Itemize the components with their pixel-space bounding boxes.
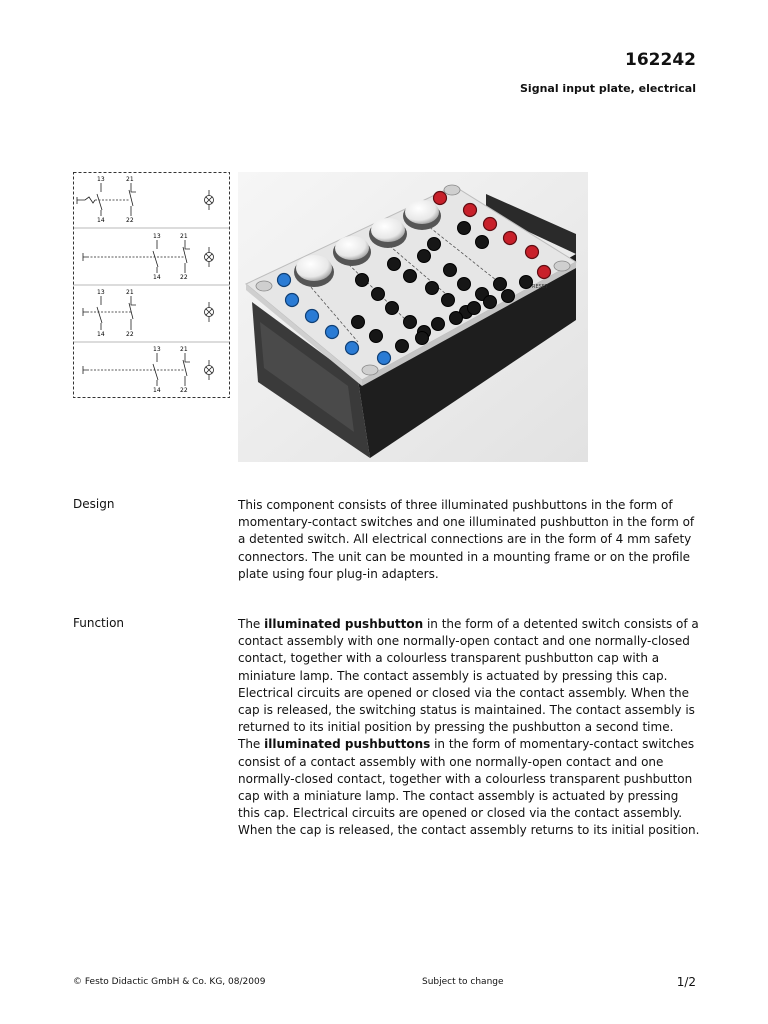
svg-text:RESET: RESET [532,284,549,290]
terminal-label: 13 [97,289,105,296]
terminal-label: 13 [153,233,161,240]
text-run: in the form of momentary-contact switches consist of a contact assembly with one normally-open contact and one normally-closed contact, together with a colourless transparent pushbutton cap with a miniature lamp. The contact assembly is actuated by pressing this cap. Electrical circuits are opened or closed via the contact assembly. When the cap is released, the contact assembly returns to its initial position. [238,737,700,838]
text-run: in the form of a detented switch consists of a contact assembly with one normally-open contact and one normally-closed contact, together with a colourless transparent pushbutton cap with a miniature lamp. The contact assembly is actuated by pressing this cap. Electrical circuits are opened or closed via the contact assembly. When the cap is released, the switching status is maintained. The contact assembly is returned to its initial position by pressing the pushbutton a second time. [238,617,699,735]
terminal-label: 21 [180,346,188,353]
page-title: Signal input plate, electrical [520,82,696,95]
terminal-label: 14 [153,274,161,281]
terminal-label: 21 [126,289,134,296]
circuit-row-4 [83,346,214,394]
circuit-row-2 [83,233,214,281]
design-description: This component consists of three illuminated pushbuttons in the form of momentary-contact switches and one illuminated pushbutton in the form of a detented switch. All electrical connections are in the form of 4 mm safety connectors. The unit can be mounted in a mounting frame or on the profile plate using four plug-in adapters. [238,498,695,581]
terminal-label: 22 [126,331,134,338]
function-paragraph-1 [238,616,700,736]
signal-input-plate-photo-icon [238,172,588,462]
terminal-label: 14 [97,331,105,338]
terminal-label: 14 [97,217,105,224]
footer-copyright: © Festo Didactic GmbH & Co. KG, 08/2009 [73,977,266,987]
circuit-row-1 [77,176,214,224]
function-description [238,616,700,840]
page-number: 1/2 [676,975,696,989]
terminal-label: 13 [153,346,161,353]
part-number: 162242 [625,50,696,70]
terminal-label: 14 [153,387,161,394]
circuit-row-3 [83,289,214,338]
design-heading: Design [73,497,115,511]
function-heading: Function [73,616,125,630]
terminal-label: 22 [180,387,188,394]
terminal-label: 21 [180,233,188,240]
function-paragraph-2 [238,736,700,839]
terminal-label: 22 [180,274,188,281]
footer-notice: Subject to change [422,977,504,987]
terminal-label: 13 [97,176,105,183]
terminal-label: 22 [126,217,134,224]
bold-term: illuminated pushbuttons [264,737,431,752]
bold-term: illuminated pushbutton [264,617,424,631]
text-run: The [238,617,265,631]
terminal-label: 21 [126,176,134,183]
text-run: The [238,737,265,752]
pushbutton-circuit-diagram-icon [73,172,230,398]
